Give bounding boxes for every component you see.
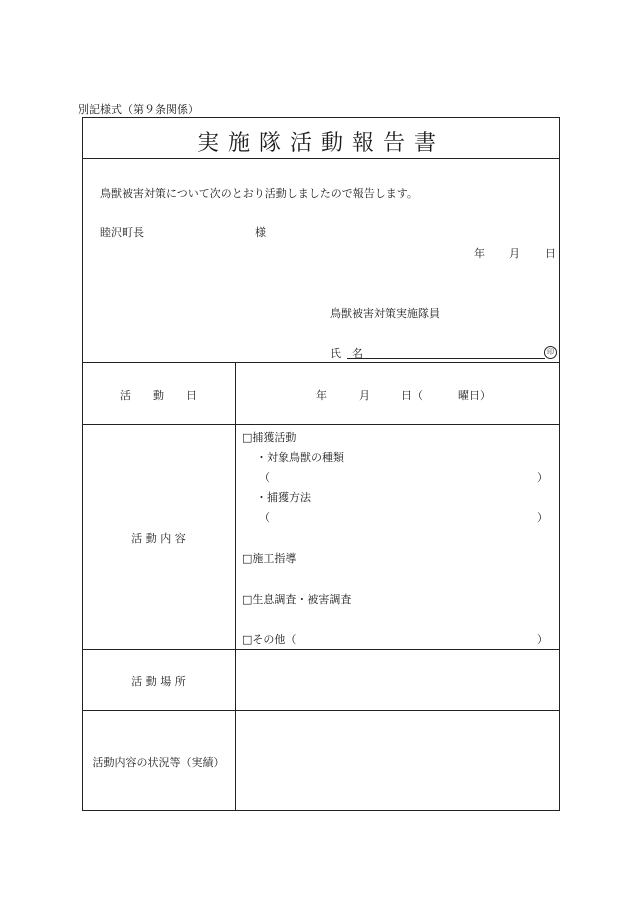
reporter-affiliation: 鳥獣被害対策実施隊員 [330,307,440,320]
form-title: 実施隊活動報告書 [196,131,445,156]
capture-method-label: ・捕獲方法 [256,491,311,504]
addressee-honorific: 様 [255,226,266,239]
activity-date-month: 月 [359,389,370,402]
activity-content-label: 活 動 内 容 [131,532,186,545]
method-paren-open[interactable]: （ [259,511,270,524]
title-divider [82,158,560,159]
species-paren-open[interactable]: （ [259,471,270,484]
reporter-name-line[interactable] [347,358,545,359]
construction-guidance-checkbox[interactable]: □施工指導 [242,552,297,565]
capture-activity-checkbox[interactable]: □捕獲活動 [242,431,297,444]
activity-date-day: 日（ [401,389,423,402]
target-species-label: ・対象鳥獣の種類 [256,451,344,464]
activity-place-label: 活 動 場 所 [131,675,186,688]
intro-text: 鳥獣被害対策について次のとおり活動しましたので報告します。 [100,187,418,200]
row-divider-date [82,424,560,425]
activity-date-weekday: 曜日） [458,389,491,402]
report-date-year: 年 [474,247,485,260]
report-date-day: 日 [545,247,556,260]
habitat-survey-checkbox[interactable]: □生息調査・被害調査 [242,593,352,606]
form-number-label: 別記様式（第９条関係） [78,103,199,116]
addressee-name: 睦沢町長 [100,226,144,239]
activity-status-label: 活動内容の状況等（実績） [92,756,225,769]
seal-mark: 印 [544,346,557,359]
reporter-name-label: 氏 名 [330,347,363,360]
other-paren-close: ） [537,633,548,646]
activity-date-label: 活 動 日 [120,389,197,402]
other-activity-checkbox[interactable]: □その他（ [242,633,297,646]
row-divider-place [82,710,560,711]
column-divider [235,362,236,811]
activity-date-year: 年 [316,389,327,402]
method-paren-close: ） [537,511,548,524]
row-divider-content [82,649,560,650]
species-paren-close: ） [537,471,548,484]
header-divider [82,362,560,363]
report-date-month: 月 [509,247,520,260]
